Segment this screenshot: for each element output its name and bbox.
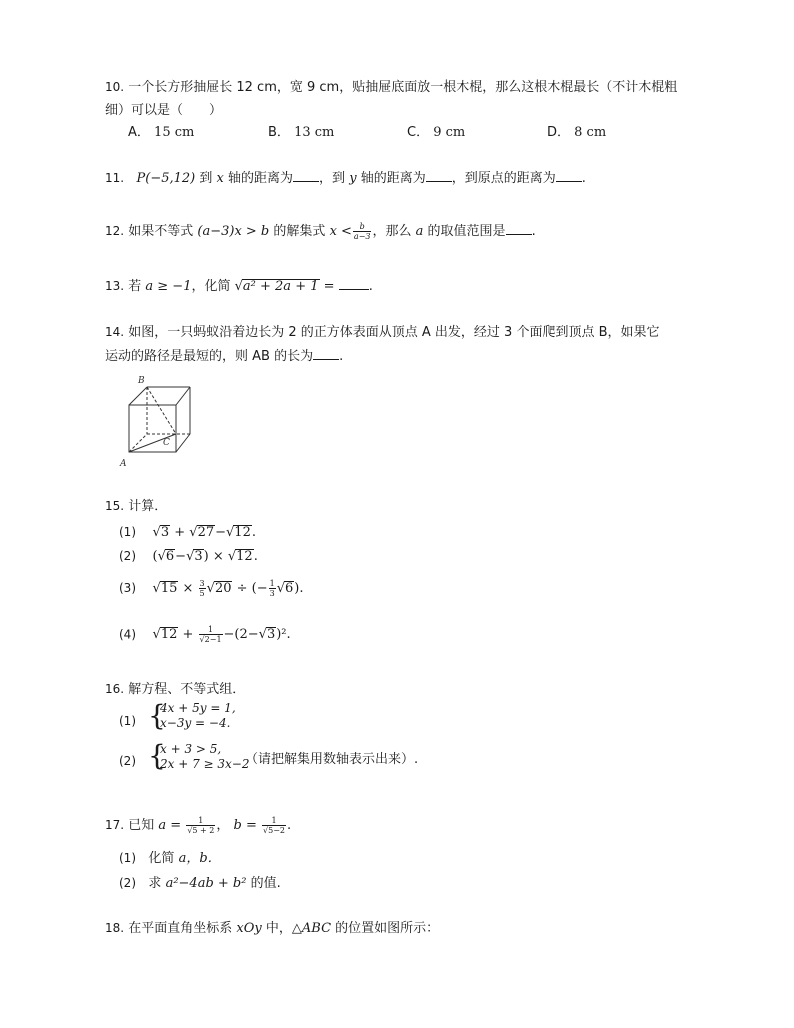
math-expression: √12 + $\frac{1}{√2-1}$ −(2−√3)². <box>152 625 291 645</box>
option-letter: B． <box>268 125 290 140</box>
system-2 <box>119 752 136 771</box>
question-text: ，到 <box>319 171 346 186</box>
answer-blank[interactable] <box>506 222 532 235</box>
question-15 <box>105 497 167 516</box>
question-17: 17. 已知 a = $\frac{1}{√5 + 2}$ ， b = $\frac{1}{√5-2}$ . <box>105 816 292 835</box>
question-number: 13. <box>105 279 125 293</box>
question-text: 求 <box>148 876 162 891</box>
option-value: 15 cm <box>154 125 195 140</box>
math-point: P(−5,12) <box>136 171 196 186</box>
question-text: . <box>339 349 344 364</box>
question-text: 到 <box>199 171 213 186</box>
system-2-note: （请把解集用数轴表示出来）. <box>245 752 419 767</box>
ant-path-hidden <box>147 387 176 434</box>
item-index: (3) <box>119 581 136 595</box>
calc-item-3 <box>119 579 304 598</box>
option-b[interactable] <box>268 124 334 142</box>
question-16 <box>105 680 245 699</box>
option-value: 9 cm <box>433 125 466 140</box>
question-11 <box>105 169 586 188</box>
option-letter: D． <box>547 125 571 140</box>
answer-blank[interactable] <box>426 169 452 182</box>
item-index: (2) <box>119 549 136 563</box>
answer-blank[interactable] <box>556 169 582 182</box>
question-number: 11. <box>105 171 125 185</box>
calc-item-4 <box>119 622 291 644</box>
question-number: 17. <box>105 818 125 832</box>
question-text: 如果不等式 <box>128 224 194 239</box>
math-inequality: (a−3)x > b <box>197 224 270 239</box>
cube-edge <box>129 387 147 405</box>
option-value: 13 cm <box>294 125 335 140</box>
question-18 <box>105 919 439 938</box>
question-text: . <box>368 279 373 294</box>
item-index: (1) <box>119 525 136 539</box>
math-var: a = <box>158 818 182 833</box>
question-text: . <box>581 171 586 186</box>
question-text: 的解集式 <box>273 224 326 239</box>
question-text: 运动的路径是最短的，则 AB 的长为 <box>105 349 314 364</box>
question-text: 在平面直角坐标系 <box>128 921 233 936</box>
math-expression: a，b． <box>178 851 221 866</box>
math-expression: a²−4ab + b² <box>165 876 247 891</box>
question-number: 15. <box>105 499 125 513</box>
cube-edge <box>176 387 190 405</box>
item-index: (2) <box>119 754 136 768</box>
question-text: 中， <box>265 921 292 936</box>
answer-blank[interactable] <box>313 347 339 360</box>
question-14-line2 <box>105 347 343 366</box>
question-text: 计算． <box>128 499 168 514</box>
fraction-numerator: b <box>353 222 372 232</box>
question-10 <box>105 78 677 97</box>
question-text: 若 <box>128 279 142 294</box>
math-condition: a ≥ −1 <box>145 279 192 294</box>
question-number: 14. <box>105 325 125 339</box>
item-index: (4) <box>119 627 136 642</box>
option-letter: A． <box>128 125 150 140</box>
question-text: 解方程、不等式组． <box>128 682 246 697</box>
label-b: B <box>138 376 145 386</box>
math-fraction <box>353 222 372 241</box>
question-text: 已知 <box>128 818 155 833</box>
question-text: . <box>531 224 536 239</box>
math-fraction: $\frac{1}{√5-2}$ <box>263 816 286 835</box>
math-expression: x < <box>329 224 352 239</box>
question-text: 细）可以是（ ） <box>105 103 223 118</box>
math-expression: √3 + √27−√12. <box>152 525 256 540</box>
math-var: xOy <box>236 921 262 936</box>
math-expression: (√6−√3) × √12. <box>152 549 258 564</box>
brace-icon: { <box>148 739 166 772</box>
question-10-line2 <box>105 102 222 120</box>
math-fraction: $\frac{1}{√5 + 2}$ <box>187 816 215 835</box>
question-text: ，到原点的距离为 <box>451 171 556 186</box>
system-1-eq2: x−3y = −4. <box>160 716 231 730</box>
question-number: 12. <box>105 224 125 238</box>
item-index: (2) <box>119 876 136 890</box>
sqrt-icon: √ <box>234 279 243 294</box>
calc-item-2 <box>119 547 258 566</box>
cube-edge <box>176 434 190 452</box>
cube-hidden-edge <box>129 434 147 452</box>
question-text: 的取值范围是 <box>427 224 506 239</box>
question-14 <box>105 323 660 342</box>
calc-item-1 <box>119 523 256 542</box>
question-text: 的位置如图所示： <box>335 921 440 936</box>
answer-blank[interactable] <box>339 277 369 290</box>
question-text: ，化简 <box>191 279 231 294</box>
label-a: A <box>120 459 127 469</box>
cube-figure <box>118 372 198 472</box>
system-2-eq2: 2x + 7 ≥ 3x−2 <box>160 757 250 771</box>
question-text: 轴的距离为 <box>360 171 426 186</box>
question-text: ，那么 <box>372 224 412 239</box>
option-d[interactable] <box>547 124 606 142</box>
fraction-denominator: a−3 <box>353 232 371 241</box>
answer-blank[interactable] <box>293 169 319 182</box>
option-letter: C． <box>407 125 430 140</box>
math-var: x <box>216 171 224 186</box>
option-value: 8 cm <box>574 125 607 140</box>
option-a[interactable] <box>128 124 194 142</box>
math-expression: √15 × $\frac{3}{5}$ √20 ÷ (− $\frac{1}{3}$ √6). <box>152 579 304 598</box>
brace-icon: { <box>148 699 166 732</box>
radicand: a² + 2a + 1 <box>242 279 319 294</box>
system-1 <box>119 712 136 731</box>
system-2-eq1: x + 3 > 5, <box>160 742 222 756</box>
option-c[interactable] <box>407 124 465 142</box>
question-text: 化简 <box>148 851 175 866</box>
question-13 <box>105 277 373 296</box>
question-number: 18. <box>105 921 125 935</box>
question-12 <box>105 222 536 241</box>
label-c: C <box>163 438 170 448</box>
math-equals: = <box>323 279 335 294</box>
item-index: (1) <box>119 851 136 865</box>
math-var: b = <box>233 818 257 833</box>
question-text: 轴的距离为 <box>228 171 294 186</box>
system-1-eq1: 4x + 5y = 1, <box>160 701 236 715</box>
question-number: 10. <box>105 80 125 94</box>
q17-item-1 <box>119 849 221 868</box>
math-var: △ABC <box>291 921 332 936</box>
math-var: y <box>349 171 357 186</box>
question-number: 16. <box>105 682 125 696</box>
question-text: 如图，一只蚂蚁沿着边长为 2 的正方体表面从顶点 A 出发，经过 3 个面爬到顶点 B，如果它 <box>128 325 660 340</box>
q17-item-2 <box>119 874 281 893</box>
question-text: 的值. <box>250 876 281 891</box>
math-var: a <box>415 224 424 239</box>
item-index: (1) <box>119 714 136 728</box>
question-text: 一个长方形抽屉长 12 cm，宽 9 cm，贴抽屉底面放一根木棍，那么这根木棍最长（不计木棍粗 <box>128 80 678 95</box>
